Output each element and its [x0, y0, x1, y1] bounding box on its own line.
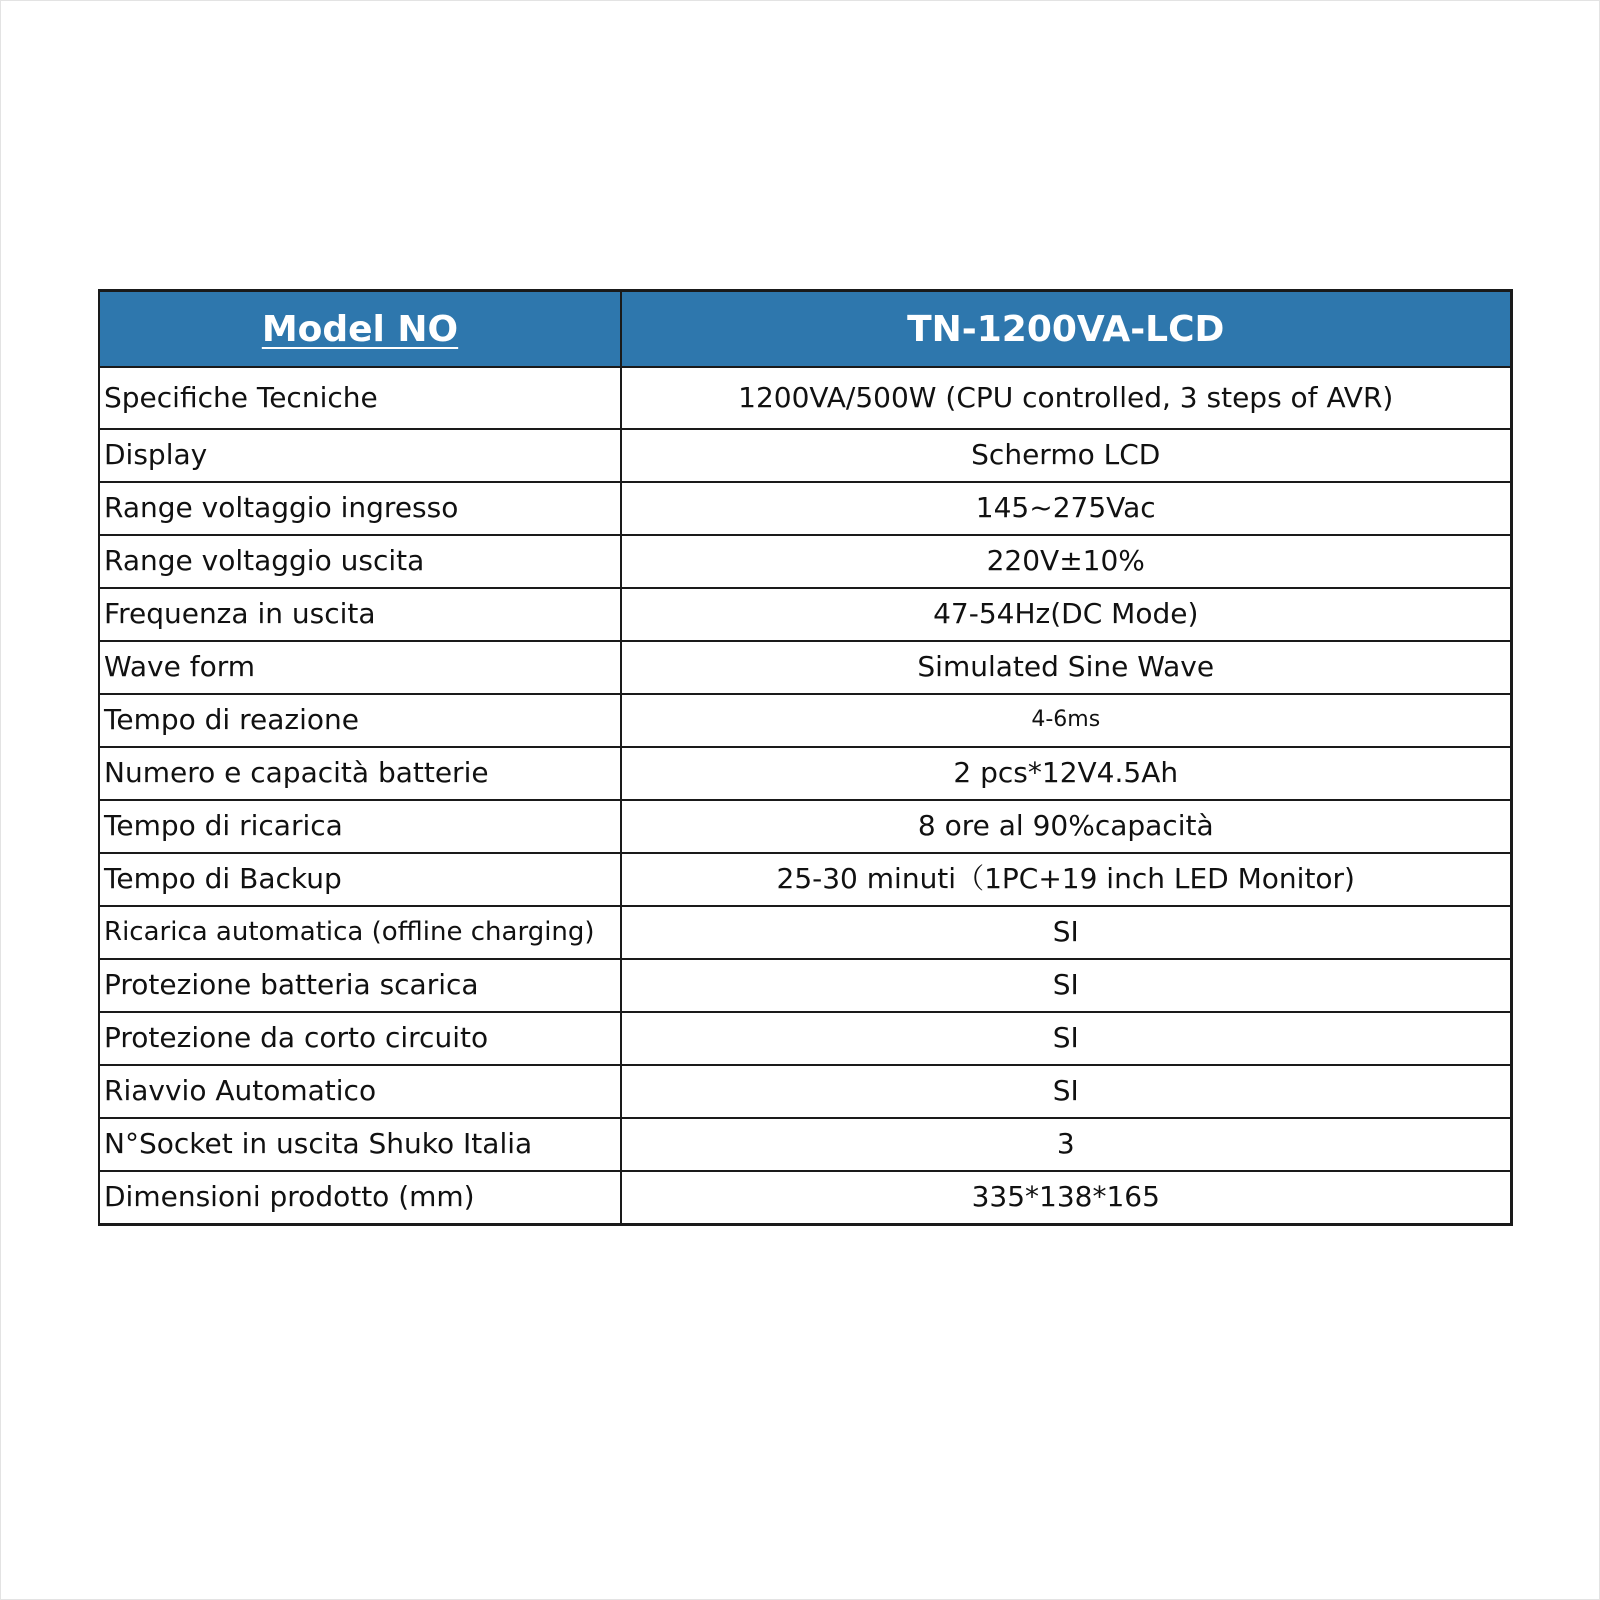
row-label: Wave form — [99, 641, 621, 694]
header-model-value: TN-1200VA-LCD — [621, 291, 1511, 368]
row-value: 220V±10% — [621, 535, 1511, 588]
row-value: SI — [621, 1065, 1511, 1118]
spec-table — [98, 289, 1513, 1226]
header-model-label — [99, 291, 621, 368]
table-row — [99, 853, 1511, 906]
row-label: Protezione batteria scarica — [99, 959, 621, 1012]
table-row — [99, 1171, 1511, 1225]
row-value: 8 ore al 90%capacità — [621, 800, 1511, 853]
row-value: 47-54Hz(DC Mode) — [621, 588, 1511, 641]
row-value: 145~275Vac — [621, 482, 1511, 535]
table-row — [99, 588, 1511, 641]
table-row — [99, 429, 1511, 482]
table-row — [99, 367, 1511, 429]
row-value: 4-6ms — [621, 694, 1511, 747]
row-label: N°Socket in uscita Shuko Italia — [99, 1118, 621, 1171]
row-value: SI — [621, 906, 1511, 959]
row-label: Tempo di reazione — [99, 694, 621, 747]
row-label: Numero e capacità batterie — [99, 747, 621, 800]
row-label: Protezione da corto circuito — [99, 1012, 621, 1065]
row-label: Display — [99, 429, 621, 482]
row-value: 25-30 minuti（1PC+19 inch LED Monitor) — [621, 853, 1511, 906]
row-value: 3 — [621, 1118, 1511, 1171]
row-label: Range voltaggio uscita — [99, 535, 621, 588]
table-row — [99, 1065, 1511, 1118]
row-value: SI — [621, 959, 1511, 1012]
row-label: Dimensioni prodotto (mm) — [99, 1171, 621, 1225]
table-header-row — [99, 291, 1511, 368]
table-row — [99, 1012, 1511, 1065]
row-value: SI — [621, 1012, 1511, 1065]
table-row — [99, 694, 1511, 747]
row-value: Simulated Sine Wave — [621, 641, 1511, 694]
table-row — [99, 747, 1511, 800]
row-label: Riavvio Automatico — [99, 1065, 621, 1118]
table-row — [99, 800, 1511, 853]
table-row — [99, 906, 1511, 959]
table-row — [99, 959, 1511, 1012]
row-label: Tempo di Backup — [99, 853, 621, 906]
table-row — [99, 535, 1511, 588]
row-label: Range voltaggio ingresso — [99, 482, 621, 535]
table-row — [99, 1118, 1511, 1171]
row-value: Schermo LCD — [621, 429, 1511, 482]
row-value: 335*138*165 — [621, 1171, 1511, 1225]
row-label: Specifiche Tecniche — [99, 367, 621, 429]
row-value: 1200VA/500W (CPU controlled, 3 steps of AVR) — [621, 367, 1511, 429]
row-label: Frequenza in uscita — [99, 588, 621, 641]
header-model-label-text: Model NO — [261, 308, 459, 350]
row-label: Tempo di ricarica — [99, 800, 621, 853]
table-row — [99, 482, 1511, 535]
table-row — [99, 641, 1511, 694]
row-value: 2 pcs*12V4.5Ah — [621, 747, 1511, 800]
row-label: Ricarica automatica (offline charging) — [99, 906, 621, 959]
